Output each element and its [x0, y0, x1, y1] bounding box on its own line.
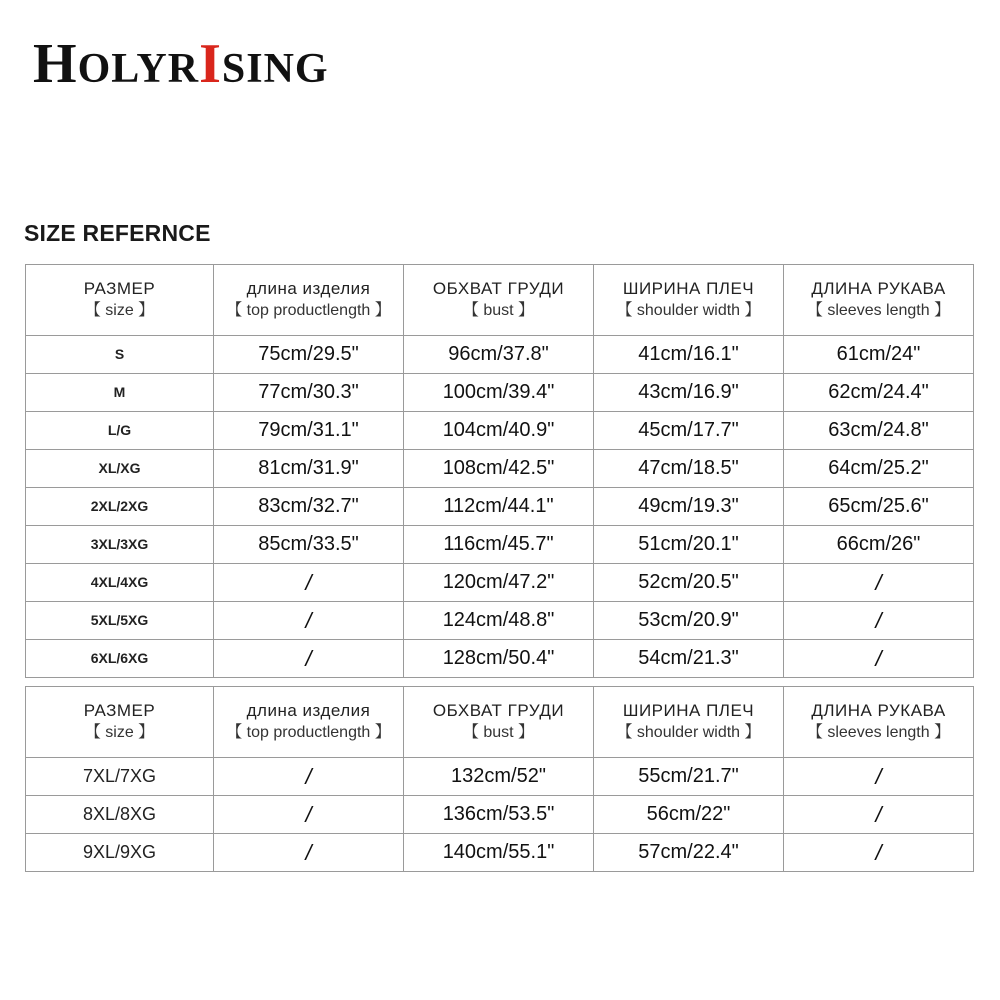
logo-letters: SING — [221, 46, 329, 92]
column-header-title: ОБХВАТ ГРУДИ — [432, 701, 565, 720]
table-row — [26, 564, 974, 602]
table-header-row — [26, 687, 974, 758]
measurement-cell — [594, 796, 784, 834]
measurement-cell — [404, 374, 594, 412]
table-row — [26, 796, 974, 834]
measurement-cell — [214, 450, 404, 488]
size-label-cell — [26, 526, 214, 564]
measurement-value: 53cm/20.9" — [638, 609, 739, 631]
column-header-title: РАЗМЕР — [83, 279, 156, 298]
measurement-cell — [404, 526, 594, 564]
size-label: 7XL/7XG — [82, 766, 157, 786]
measurement-cell — [404, 796, 594, 834]
measurement-cell — [784, 450, 974, 488]
measurement-value: / — [305, 607, 312, 633]
measurement-cell — [214, 526, 404, 564]
column-header-subtitle: 【 shoulder width 】 — [616, 302, 761, 319]
measurement-cell — [404, 834, 594, 872]
column-header-subtitle: 【 top productlength 】 — [226, 724, 391, 741]
size-label: 2XL/2XG — [90, 497, 149, 514]
size-label-cell — [26, 640, 214, 678]
measurement-value: 79cm/31.1" — [258, 419, 359, 441]
column-header — [594, 265, 784, 336]
measurement-cell — [594, 336, 784, 374]
column-header — [26, 687, 214, 758]
logo-letters: H — [33, 33, 78, 95]
measurement-value: 54cm/21.3" — [638, 647, 739, 669]
column-header-title: ОБХВАТ ГРУДИ — [432, 279, 565, 298]
size-label: 6XL/6XG — [90, 649, 149, 666]
measurement-value: 124cm/48.8" — [442, 609, 555, 631]
measurement-value: / — [875, 607, 882, 633]
measurement-cell — [784, 834, 974, 872]
measurement-cell — [214, 834, 404, 872]
measurement-value: 61cm/24" — [836, 343, 921, 365]
measurement-cell — [404, 758, 594, 796]
measurement-cell — [594, 758, 784, 796]
table-row — [26, 336, 974, 374]
measurement-value: 100cm/39.4" — [442, 381, 555, 403]
column-header — [594, 687, 784, 758]
column-header-subtitle: 【 top productlength 】 — [226, 302, 391, 319]
measurement-value: 56cm/22" — [646, 803, 731, 825]
measurement-value: 45cm/17.7" — [638, 419, 739, 441]
measurement-value: / — [875, 763, 882, 789]
size-table-1 — [25, 264, 974, 678]
column-header-subtitle: 【 sleeves length 】 — [806, 724, 951, 741]
measurement-value: 128cm/50.4" — [442, 647, 555, 669]
column-header — [26, 265, 214, 336]
column-header — [404, 687, 594, 758]
measurement-cell — [784, 488, 974, 526]
measurement-cell — [404, 564, 594, 602]
table-row — [26, 488, 974, 526]
size-label-cell — [26, 412, 214, 450]
measurement-value: 83cm/32.7" — [258, 495, 359, 517]
measurement-cell — [594, 526, 784, 564]
column-header-subtitle: 【 size 】 — [84, 724, 155, 741]
measurement-value: 47cm/18.5" — [638, 457, 739, 479]
size-label-cell — [26, 488, 214, 526]
measurement-value: / — [305, 569, 312, 595]
column-header — [404, 265, 594, 336]
measurement-cell — [594, 834, 784, 872]
column-header-title: ДЛИНА РУКАВА — [811, 279, 946, 298]
measurement-value: 120cm/47.2" — [442, 571, 555, 593]
size-label-cell — [26, 758, 214, 796]
measurement-value: 57cm/22.4" — [638, 841, 739, 863]
measurement-value: 136cm/53.5" — [442, 803, 555, 825]
measurement-cell — [214, 602, 404, 640]
column-header-title: длина изделия — [246, 279, 371, 298]
measurement-value: / — [875, 645, 882, 671]
table-row — [26, 374, 974, 412]
measurement-cell — [784, 640, 974, 678]
size-label: 3XL/3XG — [90, 535, 149, 552]
table-row — [26, 758, 974, 796]
measurement-value: 55cm/21.7" — [638, 765, 739, 787]
size-label-cell — [26, 450, 214, 488]
table-row — [26, 602, 974, 640]
measurement-cell — [214, 796, 404, 834]
column-header-title: ШИРИНА ПЛЕЧ — [622, 701, 755, 720]
table-row — [26, 412, 974, 450]
measurement-value: / — [305, 801, 312, 827]
size-label: 9XL/9XG — [82, 842, 157, 862]
measurement-value: 43cm/16.9" — [638, 381, 739, 403]
size-label: 8XL/8XG — [82, 804, 157, 824]
measurement-value: / — [875, 569, 882, 595]
size-label-cell — [26, 796, 214, 834]
size-label-cell — [26, 834, 214, 872]
measurement-cell — [404, 602, 594, 640]
measurement-value: 104cm/40.9" — [442, 419, 555, 441]
measurement-cell — [784, 796, 974, 834]
column-header-title: РАЗМЕР — [83, 701, 156, 720]
column-header-title: ДЛИНА РУКАВА — [811, 701, 946, 720]
size-label-cell — [26, 374, 214, 412]
column-header-subtitle: 【 bust 】 — [462, 724, 535, 741]
column-header — [214, 687, 404, 758]
measurement-cell — [784, 602, 974, 640]
table-row — [26, 450, 974, 488]
table-row — [26, 640, 974, 678]
brand-logo — [33, 33, 329, 95]
measurement-value: 112cm/44.1" — [443, 495, 554, 517]
measurement-value: 140cm/55.1" — [442, 841, 555, 863]
measurement-value: 66cm/26" — [836, 533, 921, 555]
logo-letters: OLYR — [77, 46, 200, 92]
measurement-value: 49cm/19.3" — [638, 495, 739, 517]
logo-letters: I — [199, 33, 222, 95]
measurement-value: 96cm/37.8" — [448, 343, 549, 365]
measurement-value: 85cm/33.5" — [258, 533, 359, 555]
measurement-value: 65cm/25.6" — [828, 495, 929, 517]
size-label-cell — [26, 564, 214, 602]
column-header-subtitle: 【 sleeves length 】 — [806, 302, 951, 319]
measurement-cell — [594, 640, 784, 678]
measurement-cell — [784, 526, 974, 564]
measurement-value: 51cm/20.1" — [638, 533, 739, 555]
column-header-title: длина изделия — [246, 701, 371, 720]
measurement-cell — [594, 602, 784, 640]
column-header-subtitle: 【 bust 】 — [462, 302, 535, 319]
size-label-cell — [26, 602, 214, 640]
table-row — [26, 834, 974, 872]
measurement-value: 52cm/20.5" — [638, 571, 739, 593]
measurement-value: 116cm/45.7" — [443, 533, 554, 555]
measurement-cell — [404, 488, 594, 526]
measurement-value: 81cm/31.9" — [258, 457, 359, 479]
size-label: M — [113, 383, 126, 400]
column-header — [214, 265, 404, 336]
table-header-row — [26, 265, 974, 336]
measurement-cell — [594, 450, 784, 488]
measurement-cell — [784, 412, 974, 450]
measurement-cell — [214, 412, 404, 450]
size-label: S — [114, 345, 125, 362]
measurement-value: / — [305, 645, 312, 671]
measurement-cell — [784, 758, 974, 796]
measurement-value: 62cm/24.4" — [828, 381, 929, 403]
measurement-cell — [594, 374, 784, 412]
table-row — [26, 526, 974, 564]
measurement-cell — [784, 374, 974, 412]
size-table-2 — [25, 686, 974, 872]
measurement-cell — [214, 488, 404, 526]
measurement-cell — [214, 336, 404, 374]
measurement-value: / — [875, 839, 882, 865]
measurement-value: 63cm/24.8" — [828, 419, 929, 441]
column-header-subtitle: 【 shoulder width 】 — [616, 724, 761, 741]
measurement-cell — [404, 450, 594, 488]
column-header — [784, 265, 974, 336]
measurement-value: 77cm/30.3" — [258, 381, 359, 403]
size-label: XL/XG — [98, 459, 141, 476]
measurement-cell — [784, 336, 974, 374]
measurement-value: 75cm/29.5" — [258, 343, 359, 365]
column-header-subtitle: 【 size 】 — [84, 302, 155, 319]
size-label: 4XL/4XG — [90, 573, 149, 590]
measurement-cell — [404, 640, 594, 678]
size-label: L/G — [107, 421, 132, 438]
measurement-value: 132cm/52" — [451, 765, 546, 787]
measurement-value: / — [305, 839, 312, 865]
measurement-cell — [214, 374, 404, 412]
measurement-cell — [404, 412, 594, 450]
size-label-cell — [26, 336, 214, 374]
column-header — [784, 687, 974, 758]
measurement-value: / — [875, 801, 882, 827]
measurement-value: 108cm/42.5" — [442, 457, 555, 479]
measurement-value: / — [305, 763, 312, 789]
measurement-cell — [784, 564, 974, 602]
measurement-value: 64cm/25.2" — [828, 457, 929, 479]
page-title: SIZE REFERNCE — [24, 220, 211, 246]
measurement-cell — [214, 564, 404, 602]
measurement-cell — [594, 488, 784, 526]
measurement-cell — [594, 564, 784, 602]
size-label: 5XL/5XG — [90, 611, 149, 628]
measurement-cell — [214, 758, 404, 796]
measurement-cell — [594, 412, 784, 450]
measurement-cell — [404, 336, 594, 374]
measurement-cell — [214, 640, 404, 678]
measurement-value: 41cm/16.1" — [638, 343, 739, 365]
column-header-title: ШИРИНА ПЛЕЧ — [622, 279, 755, 298]
